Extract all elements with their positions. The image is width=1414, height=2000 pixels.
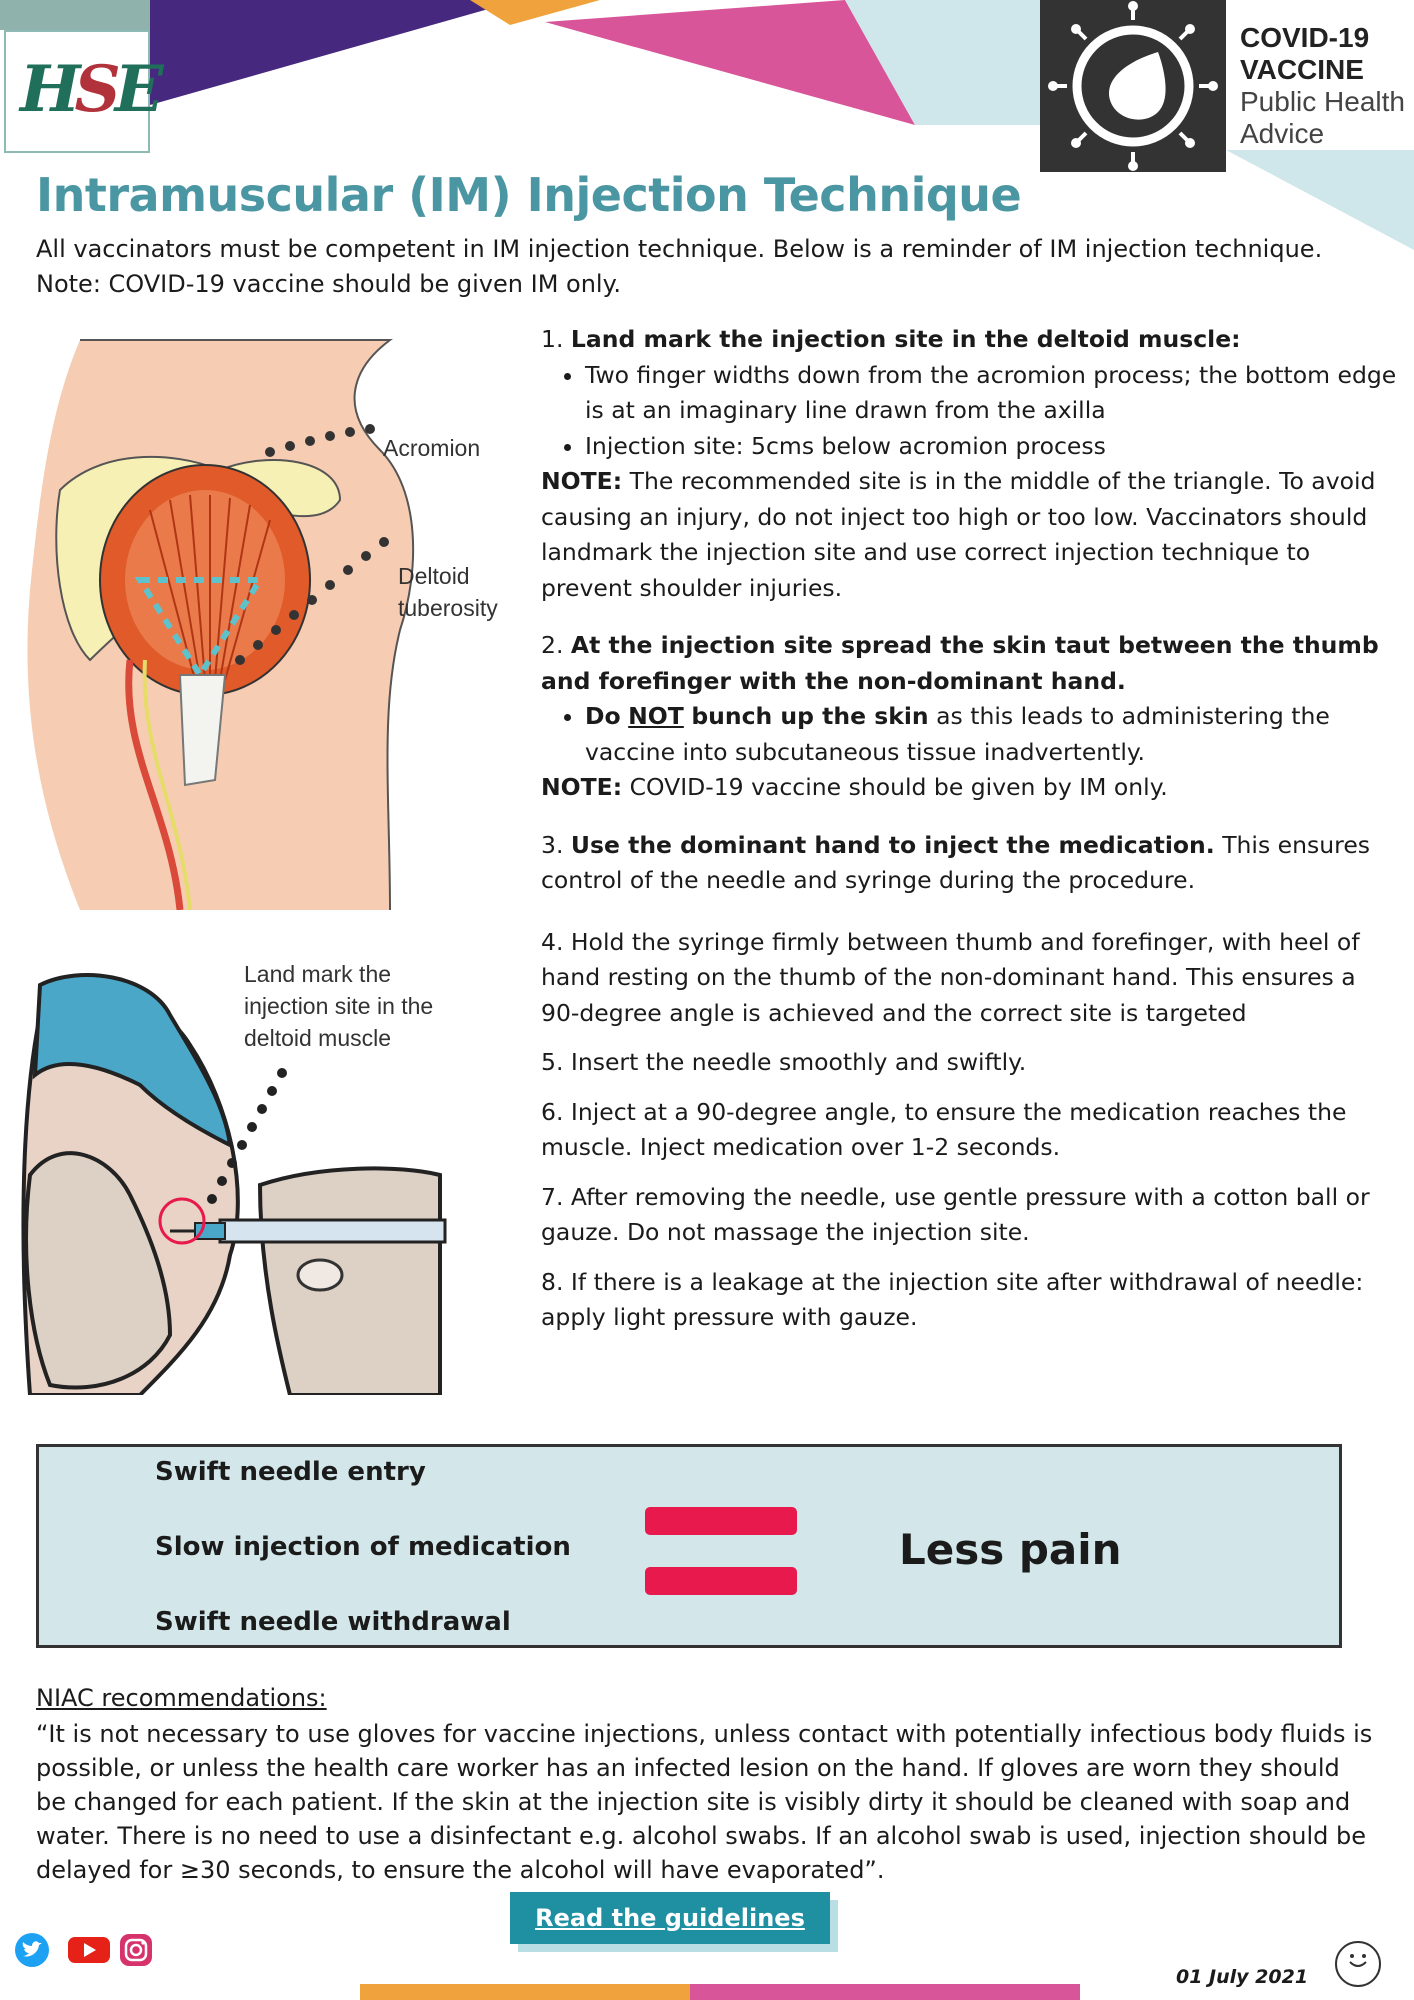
step-2 bbox=[541, 628, 1401, 699]
website-link[interactable]: www.immunisation.ie bbox=[14, 1970, 221, 1990]
do-text: Do bbox=[585, 702, 621, 730]
summary-item-3: Swift needle withdrawal bbox=[155, 1607, 511, 1637]
summary-item-1: Swift needle entry bbox=[155, 1457, 426, 1487]
step-3-text: This ensures control of the needle and syringe during the procedure. bbox=[541, 830, 1371, 894]
step-2-number: 2. bbox=[541, 631, 564, 659]
step-7: 7. After removing the needle, use gentle pressure with a cotton ball or gauze. Do not massage the injection site. bbox=[541, 1182, 1370, 1246]
label-landmark-line-2: injection site in the bbox=[244, 993, 434, 1019]
step-1-heading: Land mark the injection site in the deltoid muscle: bbox=[570, 325, 1241, 353]
step-2-note bbox=[541, 770, 1401, 806]
step-1 bbox=[541, 322, 1401, 358]
step-1-bullet-2: • Injection site: 5cms below acromion process bbox=[585, 429, 1401, 465]
badge-line-2: VACCINE bbox=[1240, 54, 1364, 85]
technique-steps bbox=[541, 322, 1401, 1336]
footer-color-band bbox=[360, 1984, 1080, 2000]
step-1-number: 1. bbox=[541, 325, 564, 353]
hse-logo bbox=[4, 30, 158, 153]
step-4: 4. Hold the syringe firmly between thumb and forefinger, with heel of hand resting on the thumb of the non-dominant hand. This ensures a 90-degree angle is achieved and the correct site is targeted bbox=[541, 927, 1360, 1027]
not-text: NOT bbox=[628, 702, 684, 730]
step-2-heading: At the injection site spread the skin taut between the thumb and forefinger with the non-dominant hand. bbox=[541, 631, 1379, 695]
read-guidelines-button[interactable]: Read the guidelines bbox=[510, 1892, 830, 1944]
step-6: 6. Inject at a 90-degree angle, to ensure the medication reaches the muscle. Inject medication over 1-2 seconds. bbox=[541, 1097, 1347, 1161]
equals-icon-top bbox=[645, 1507, 797, 1535]
badge-line-1: COVID-19 bbox=[1240, 22, 1370, 53]
label-acromion: Acromion bbox=[383, 435, 481, 461]
badge-line-4: Advice bbox=[1240, 118, 1325, 149]
intro bbox=[36, 232, 1376, 302]
badge-line-3: Public Health bbox=[1240, 86, 1405, 117]
label-deltoid bbox=[398, 560, 498, 624]
step-3-heading: Use the dominant hand to inject the medication. bbox=[570, 830, 1215, 859]
step-2-bullet-1 bbox=[585, 699, 1401, 770]
step-1-bullets bbox=[541, 358, 1401, 465]
niac-heading: NIAC recommendations: bbox=[36, 1684, 327, 1712]
step-3-number: 3. bbox=[541, 830, 564, 859]
summary-result: Less pain bbox=[899, 1525, 1122, 1574]
step-8: 8. If there is a leakage at the injection site after withdrawal of needle: apply light pressure with gauze. bbox=[541, 1267, 1364, 1331]
equals-icon-bottom bbox=[645, 1567, 797, 1595]
publish-date: 01 July 2021 bbox=[1176, 1966, 1309, 1988]
intro-line-1: All vaccinators must be competent in IM injection technique. Below is a reminder of IM injection technique. bbox=[36, 235, 1323, 263]
niac-text: “It is not necessary to use gloves for vaccine injections, unless contact with potentially infectious body fluids is possible, or unless the health care worker has an infected lesion on the hand. If gloves are worn they should be changed for each patient. If the skin at the injection site is visibly dirty it should be cleaned with soap and water. There is no need to use a disinfectant e.g. alcohol swabs. If an alcohol swab is used, injection should be delayed for ≥30 seconds, to ensure the alcohol will have evaporated”. bbox=[36, 1720, 1373, 1884]
label-landmark bbox=[244, 958, 433, 1054]
bullet-rest-text: as this leads to administering the vaccine into subcutaneous tissue inadvertently. bbox=[585, 702, 1330, 766]
hse-logo-text: HSE bbox=[20, 52, 158, 127]
label-landmark-line-1: Land mark the bbox=[244, 961, 392, 987]
covid-badge-label bbox=[1240, 22, 1410, 150]
step-3 bbox=[541, 828, 1401, 899]
intro-line-2: Note: COVID-19 vaccine should be given IM only. bbox=[36, 270, 621, 298]
note-label: NOTE: bbox=[541, 467, 623, 495]
youtube-icon[interactable] bbox=[66, 1932, 112, 1968]
label-deltoid-line-1: Deltoid bbox=[398, 563, 470, 589]
step-1-bullet-1: • Two finger widths down from the acromion process; the bottom edge is at an imaginary line drawn from the axilla bbox=[585, 358, 1401, 429]
note-label-2: NOTE: bbox=[541, 773, 623, 801]
label-landmark-line-3: deltoid muscle bbox=[244, 1025, 392, 1051]
summary-box bbox=[36, 1444, 1342, 1648]
step-1-note-text: The recommended site is in the middle of the triangle. To avoid causing an injury, do not inject too high or too low. Vaccinators should landmark the injection site and use correct injection technique to prevent shoulder injuries. bbox=[541, 467, 1376, 602]
summary-item-2: Slow injection of medication bbox=[155, 1532, 571, 1562]
bunch-text: bunch up the skin bbox=[691, 702, 929, 730]
protect-prevent-immunise-seal-icon bbox=[1318, 1924, 1398, 1996]
step-1-note bbox=[541, 464, 1401, 606]
step-2-note-text: COVID-19 vaccine should be given by IM only. bbox=[629, 773, 1168, 801]
covid-badge-icon bbox=[1040, 0, 1226, 172]
twitter-icon[interactable] bbox=[14, 1932, 50, 1968]
label-deltoid-line-2: tuberosity bbox=[398, 595, 498, 621]
step-2-bullets bbox=[541, 699, 1401, 770]
instagram-icon[interactable] bbox=[118, 1932, 154, 1968]
page-title: Intramuscular (IM) Injection Technique bbox=[36, 168, 1022, 222]
step-5: 5. Insert the needle smoothly and swiftly. bbox=[541, 1048, 1027, 1076]
